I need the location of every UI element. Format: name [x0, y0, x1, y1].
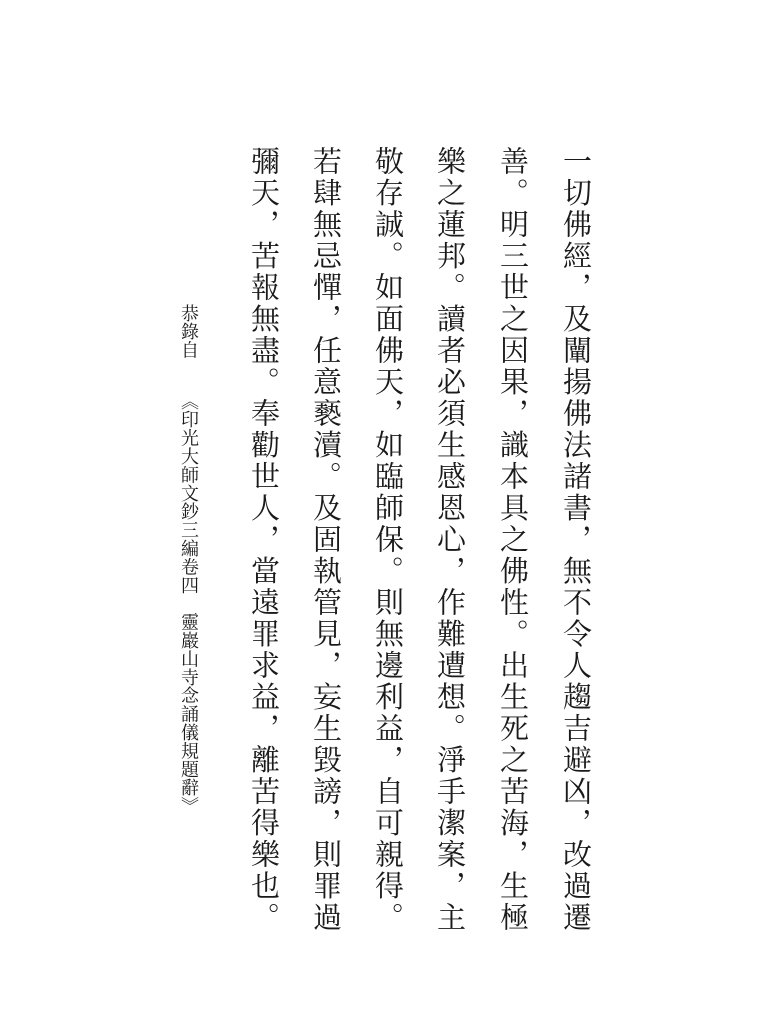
text-column-1: 一切佛經，及闡揚佛法諸書，無不令人趨吉避凶，改過遷 — [559, 146, 593, 934]
source-citation: 《印光大師文鈔三編卷四 靈巖山寺念誦儀規題辭》 — [178, 392, 199, 816]
text-column-4: 敬存誠。如面佛天，如臨師保。則無邊利益，自可親得。 — [371, 146, 405, 934]
text-column-5: 若肆無忌憚，任意褻瀆。及固執管見，妄生毀謗，則罪過 — [309, 146, 343, 934]
source-prefix: 恭錄自 — [178, 304, 199, 360]
text-column-3: 樂之蓮邦。讀者必須生感恩心，作難遭想。淨手潔案，主 — [433, 146, 467, 934]
text-column-2: 善。明三世之因果，識本具之佛性。出生死之苦海，生極 — [496, 146, 530, 934]
text-column-6: 彌天，苦報無盡。奉勸世人，當遠罪求益，離苦得樂也。 — [247, 146, 281, 934]
